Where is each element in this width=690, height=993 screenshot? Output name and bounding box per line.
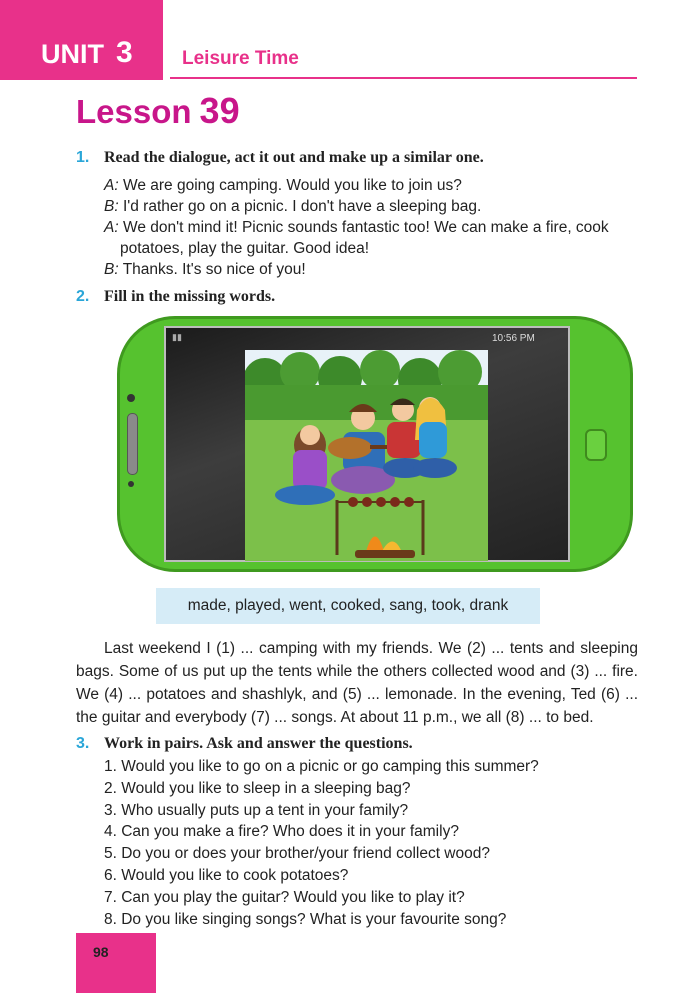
unit-label: UNIT: [41, 39, 104, 69]
page-tab: [76, 933, 156, 993]
dialogue-text: Thanks. It's so nice of you!: [122, 261, 306, 278]
exercise-number: 3.: [76, 735, 90, 752]
exercise-number: 2.: [76, 288, 90, 305]
exercise-number: 1.: [76, 149, 90, 166]
question-list: [104, 756, 539, 930]
dialogue-line: [104, 259, 639, 280]
list-item: 8. Do you like singing songs? What is your favourite song?: [104, 910, 507, 928]
camera-icon: [127, 394, 135, 402]
unit-number: 3: [116, 36, 133, 69]
exercise-instruction: Fill in the missing words.: [104, 288, 276, 305]
list-item: 3. Who usually puts up a tent in your family?: [104, 801, 409, 819]
gap-fill-paragraph: Last weekend I (1) ... camping with my friends. We (2) ... tents and sleeping bags. Some of us put up the tents while the others collected wood and (3) ... fire. We (4) ... potatoes and shashlyk, and (5) ... lemonade. In the evening, Ted (6) ... the guitar and everybody (7) ... songs. At about 11 p.m., we all (8) ... to bed.: [76, 640, 638, 726]
dialogue-line: [104, 217, 639, 238]
exercise-instruction: Work in pairs. Ask and answer the questions.: [104, 735, 413, 752]
gap-fill-text: [76, 637, 638, 729]
unit-divider: [170, 77, 637, 79]
exercise-1-heading: [76, 149, 484, 167]
list-item: 7. Can you play the guitar? Would you like to play it?: [104, 888, 465, 906]
speaker-grille-icon: [127, 413, 138, 475]
unit-badge: [0, 0, 163, 80]
word-bank: made, played, went, cooked, sang, took, drank: [156, 588, 540, 624]
list-item: 4. Can you make a fire? Who does it in your family?: [104, 823, 459, 841]
list-item: 5. Do you or does your brother/your friend collect wood?: [104, 845, 490, 863]
page-number: 98: [93, 944, 109, 960]
speaker-label: A:: [104, 177, 119, 194]
list-item: 2. Would you like to sleep in a sleeping bag?: [104, 779, 411, 797]
phone-clock: 10:56 PM: [492, 333, 535, 344]
exercise-2-heading: [76, 288, 275, 306]
exercise-3-heading: [76, 735, 413, 753]
dialogue-text: We are going camping. Would you like to join us?: [122, 177, 462, 194]
list-item: 6. Would you like to cook potatoes?: [104, 866, 349, 884]
dialogue-line: [104, 196, 639, 217]
home-button-icon: [585, 429, 607, 461]
speaker-label: A:: [104, 219, 119, 236]
list-item: 1. Would you like to go on a picnic or go camping this summer?: [104, 758, 539, 775]
sensor-icon: [128, 481, 134, 487]
exercise-instruction: Read the dialogue, act it out and make up a similar one.: [104, 149, 484, 166]
unit-title: Leisure Time: [182, 48, 299, 69]
speaker-label: B:: [104, 261, 119, 278]
dialogue-line: [104, 175, 639, 196]
camping-picture: [245, 350, 488, 561]
speaker-label: B:: [104, 198, 119, 215]
dialogue-continuation: potatoes, play the guitar. Good idea!: [120, 240, 370, 257]
lesson-label: Lesson: [76, 93, 192, 130]
dialogue-text: We don't mind it! Picnic sounds fantastic too! We can make a fire, cook: [122, 219, 609, 236]
lesson-title: [76, 90, 240, 132]
dialogue-text: I'd rather go on a picnic. I don't have a sleeping bag.: [122, 198, 482, 215]
lesson-number: 39: [199, 90, 240, 131]
signal-icon: ▮▮: [172, 332, 182, 342]
dialogue: [104, 175, 639, 280]
